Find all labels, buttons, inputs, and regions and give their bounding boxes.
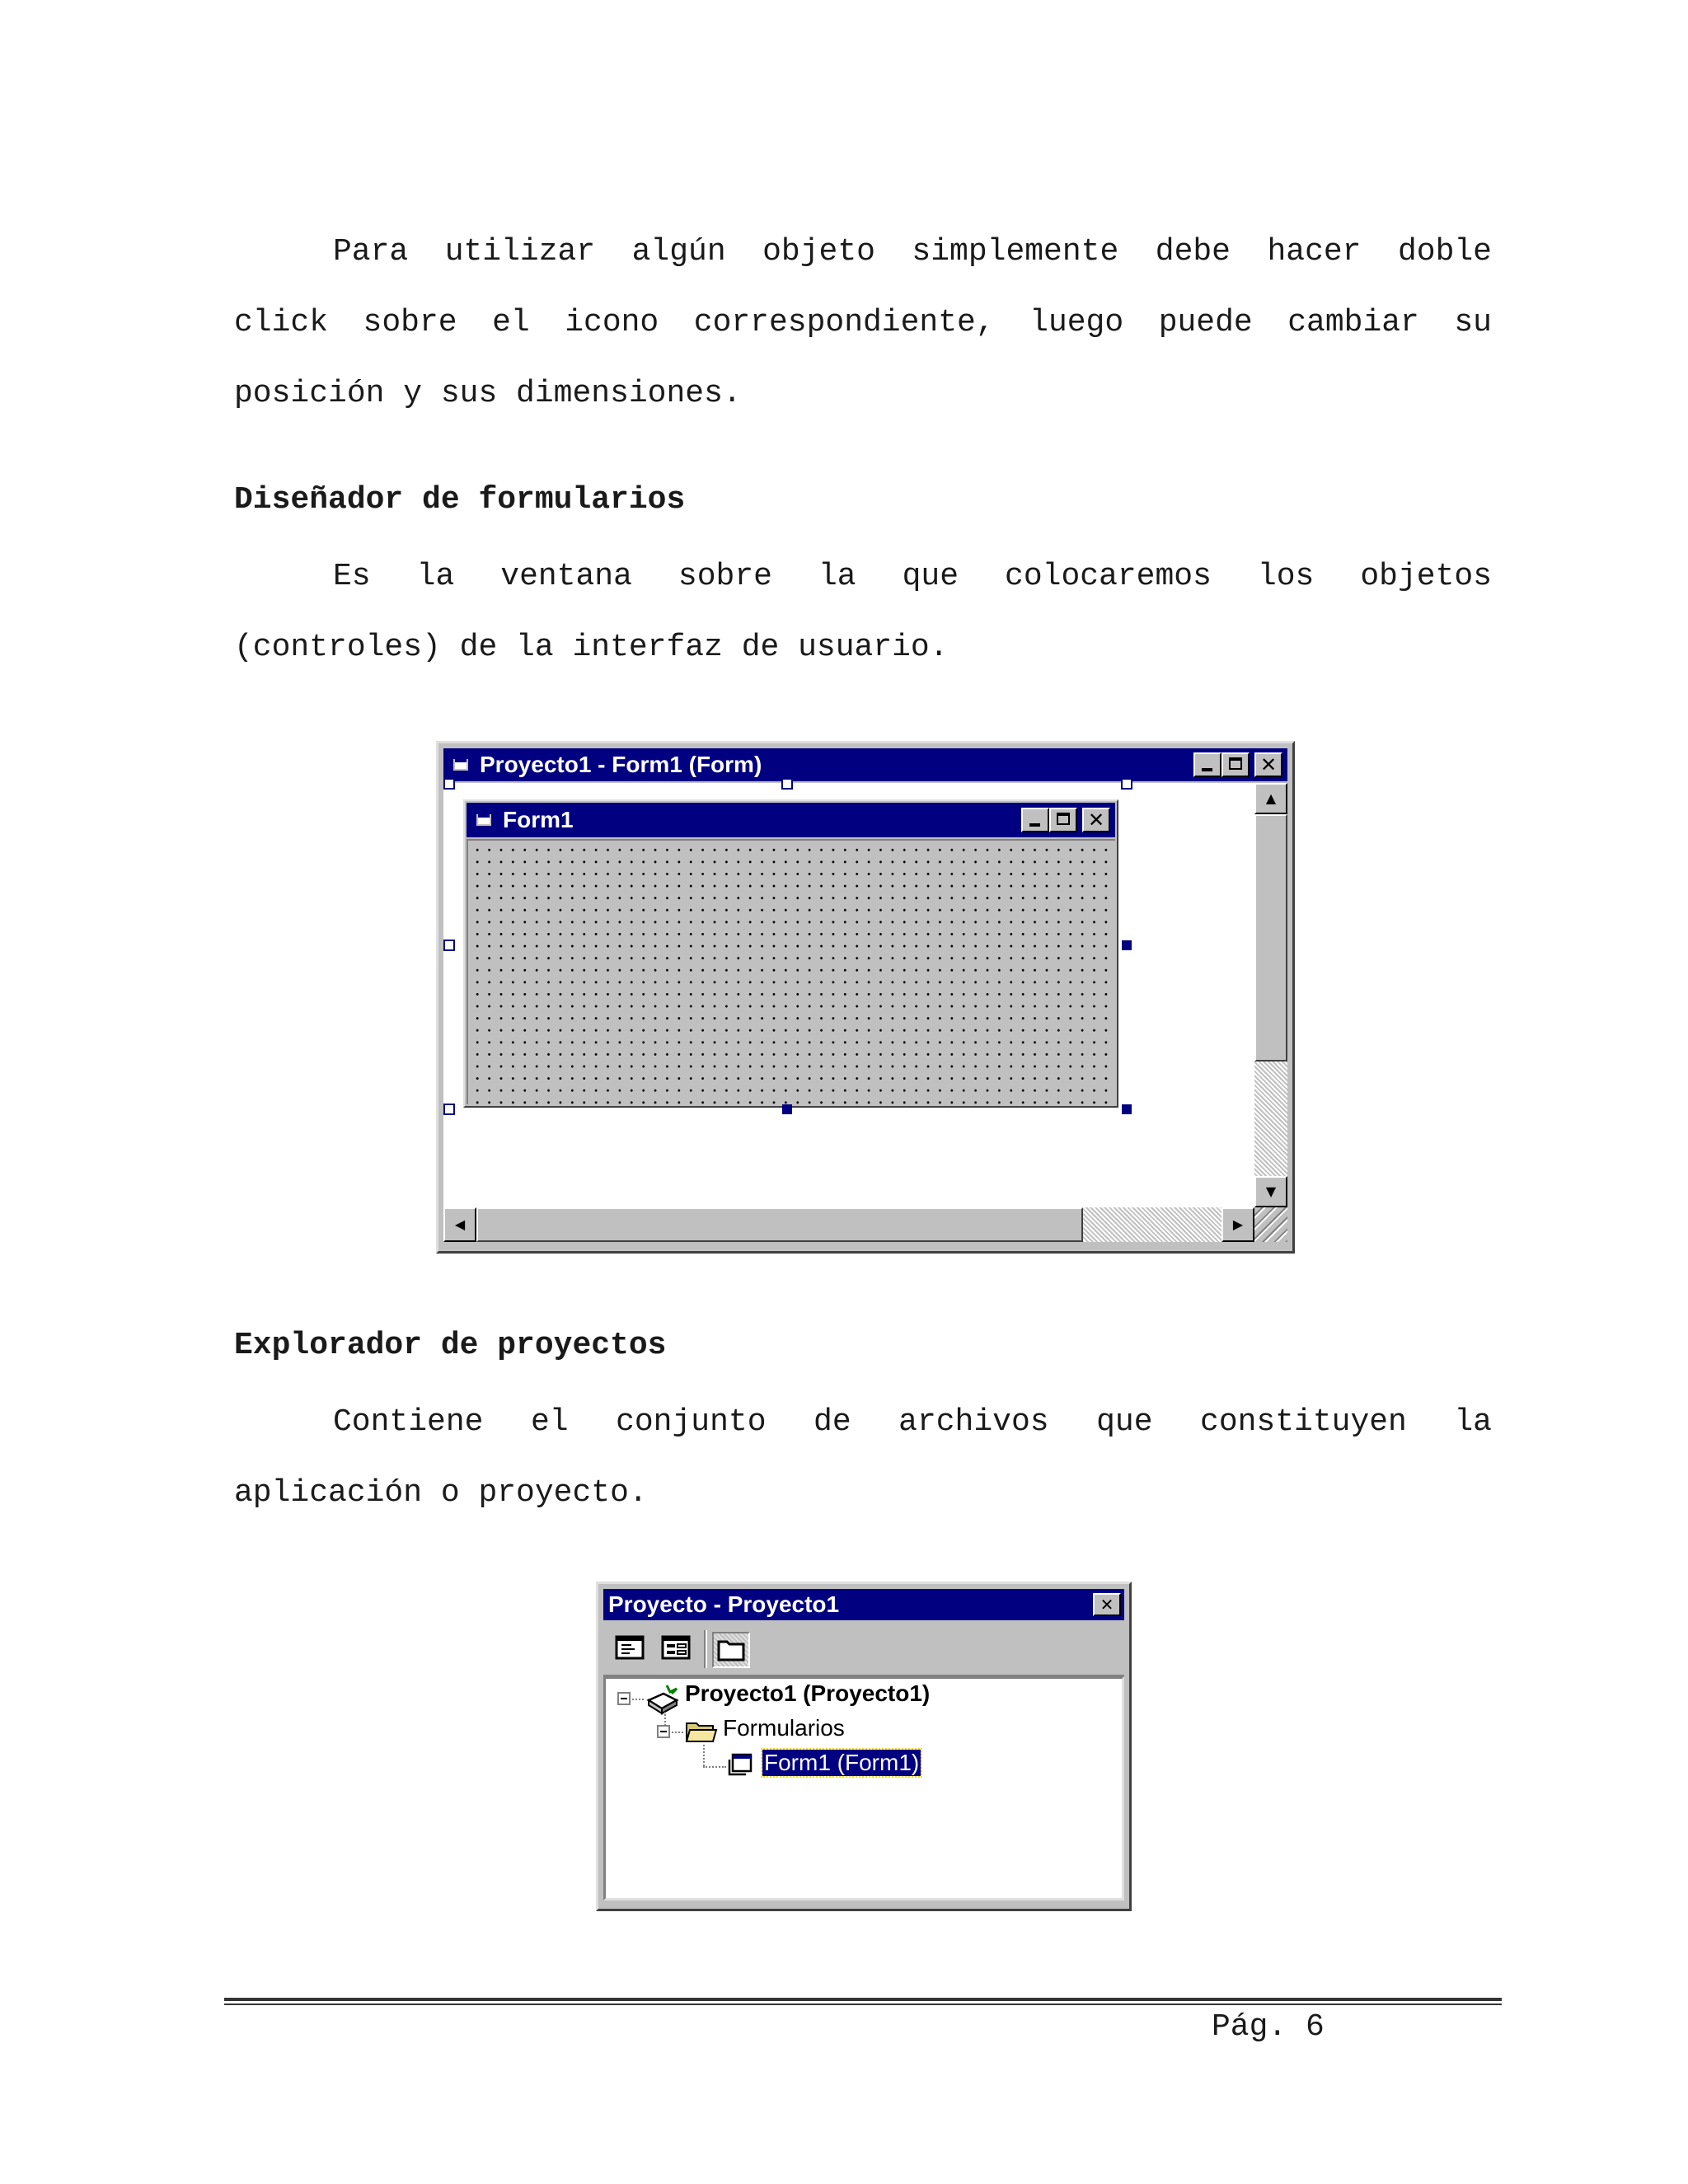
- page-number: Pág. 6: [1212, 2009, 1325, 2045]
- explorer-title-bar[interactable]: [603, 1589, 1124, 1620]
- tree-connector: [703, 1766, 726, 1768]
- folder-icon: [685, 1717, 718, 1745]
- tree-item-project[interactable]: Proyecto1 (Proyecto1): [685, 1680, 931, 1706]
- text-line: Contiene el conjunto de archivos que constituyen la: [333, 1404, 1492, 1440]
- text-line: (controles) de la interfaz de usuario.: [234, 630, 949, 665]
- collapse-toggle[interactable]: [657, 1725, 670, 1738]
- footer-rule: [224, 2004, 1502, 2005]
- form-designer-window: [436, 741, 1295, 1254]
- maximize-icon: [1229, 757, 1242, 770]
- form1-maximize-button[interactable]: [1049, 808, 1077, 832]
- scroll-left-button[interactable]: ◀: [443, 1207, 476, 1242]
- scroll-up-button[interactable]: ▲: [1254, 783, 1287, 814]
- designer-title-bar[interactable]: [443, 748, 1287, 781]
- view-object-icon: [661, 1633, 691, 1661]
- explorer-paragraph: [234, 1387, 1492, 1529]
- maximize-button[interactable]: [1221, 752, 1250, 777]
- maximize-icon: [1057, 813, 1070, 825]
- intro-paragraph: [234, 217, 1492, 429]
- text-line: aplicación o proyecto.: [234, 1475, 648, 1511]
- form1-close-button[interactable]: [1082, 808, 1110, 832]
- text-line: posición y sus dimensiones.: [234, 376, 742, 411]
- resize-grip-icon[interactable]: [1254, 1207, 1287, 1242]
- text-line: Para utilizar algún objeto simplemente debe hacer doble: [333, 234, 1492, 269]
- form-icon: [728, 1751, 756, 1778]
- text-line: Es la ventana sobre la que colocaremos los objetos: [333, 559, 1492, 594]
- horizontal-scroll-thumb[interactable]: [476, 1207, 1083, 1242]
- tree-connector: [672, 1732, 683, 1733]
- collapse-toggle[interactable]: [617, 1692, 631, 1705]
- explorer-title: Proyecto - Proyecto1: [608, 1591, 840, 1617]
- form-icon: [452, 756, 473, 774]
- resize-handle[interactable]: [443, 1104, 455, 1115]
- resize-handle[interactable]: [1121, 778, 1132, 790]
- footer-rule: [224, 1998, 1502, 2001]
- close-icon: ✕: [1100, 1595, 1114, 1615]
- tree-connector: [632, 1699, 644, 1700]
- toggle-folders-button[interactable]: [712, 1632, 750, 1668]
- project-tree[interactable]: [603, 1676, 1124, 1900]
- tree-item-form[interactable]: Form1 (Form1): [764, 1750, 920, 1775]
- section-heading-explorer: Explorador de proyectos: [234, 1328, 667, 1363]
- form-grid-canvas[interactable]: [467, 839, 1115, 1104]
- form1-window[interactable]: [463, 799, 1118, 1108]
- toolbar-separator: [704, 1630, 707, 1668]
- resize-handle[interactable]: [1122, 1104, 1132, 1114]
- explorer-toolbar: [603, 1622, 1124, 1676]
- section-heading-designer: Diseñador de formularios: [234, 482, 686, 518]
- form1-title: Form1: [503, 807, 574, 832]
- resize-handle[interactable]: [443, 940, 455, 951]
- form1-minimize-button[interactable]: [1021, 808, 1049, 832]
- resize-handle[interactable]: [443, 778, 455, 790]
- resize-handle[interactable]: [781, 778, 793, 790]
- project-explorer-window: [596, 1582, 1132, 1911]
- view-code-icon: [615, 1633, 645, 1661]
- vertical-scrollbar[interactable]: [1254, 783, 1287, 1207]
- resize-handle[interactable]: [1122, 940, 1132, 950]
- minimize-icon: [1202, 768, 1212, 771]
- scroll-right-button[interactable]: ▶: [1221, 1207, 1254, 1242]
- view-code-button[interactable]: [615, 1633, 648, 1665]
- scroll-down-button[interactable]: ▼: [1254, 1176, 1287, 1207]
- vertical-scroll-thumb[interactable]: [1254, 814, 1287, 1062]
- close-icon: ✕: [1259, 753, 1278, 776]
- designer-paragraph: [234, 541, 1492, 683]
- view-object-button[interactable]: [661, 1633, 694, 1665]
- toggle-folders-icon: [714, 1633, 748, 1665]
- tree-item-folder[interactable]: Formularios: [723, 1715, 845, 1741]
- designer-workarea: [443, 783, 1254, 1207]
- close-icon: ✕: [1087, 808, 1105, 832]
- tree-connector: [703, 1745, 705, 1766]
- resize-handle[interactable]: [782, 1104, 792, 1114]
- minimize-button[interactable]: [1193, 752, 1221, 777]
- minimize-icon: [1029, 823, 1040, 827]
- horizontal-scrollbar[interactable]: [443, 1207, 1254, 1242]
- designer-title: Proyecto1 - Form1 (Form): [480, 752, 762, 777]
- form-icon: [475, 811, 496, 829]
- project-icon: [645, 1682, 682, 1715]
- close-button[interactable]: [1254, 752, 1282, 777]
- form1-title-bar[interactable]: [467, 803, 1115, 837]
- explorer-close-button[interactable]: [1093, 1593, 1121, 1616]
- text-line: click sobre el icono correspondiente, luego puede cambiar su: [234, 305, 1492, 340]
